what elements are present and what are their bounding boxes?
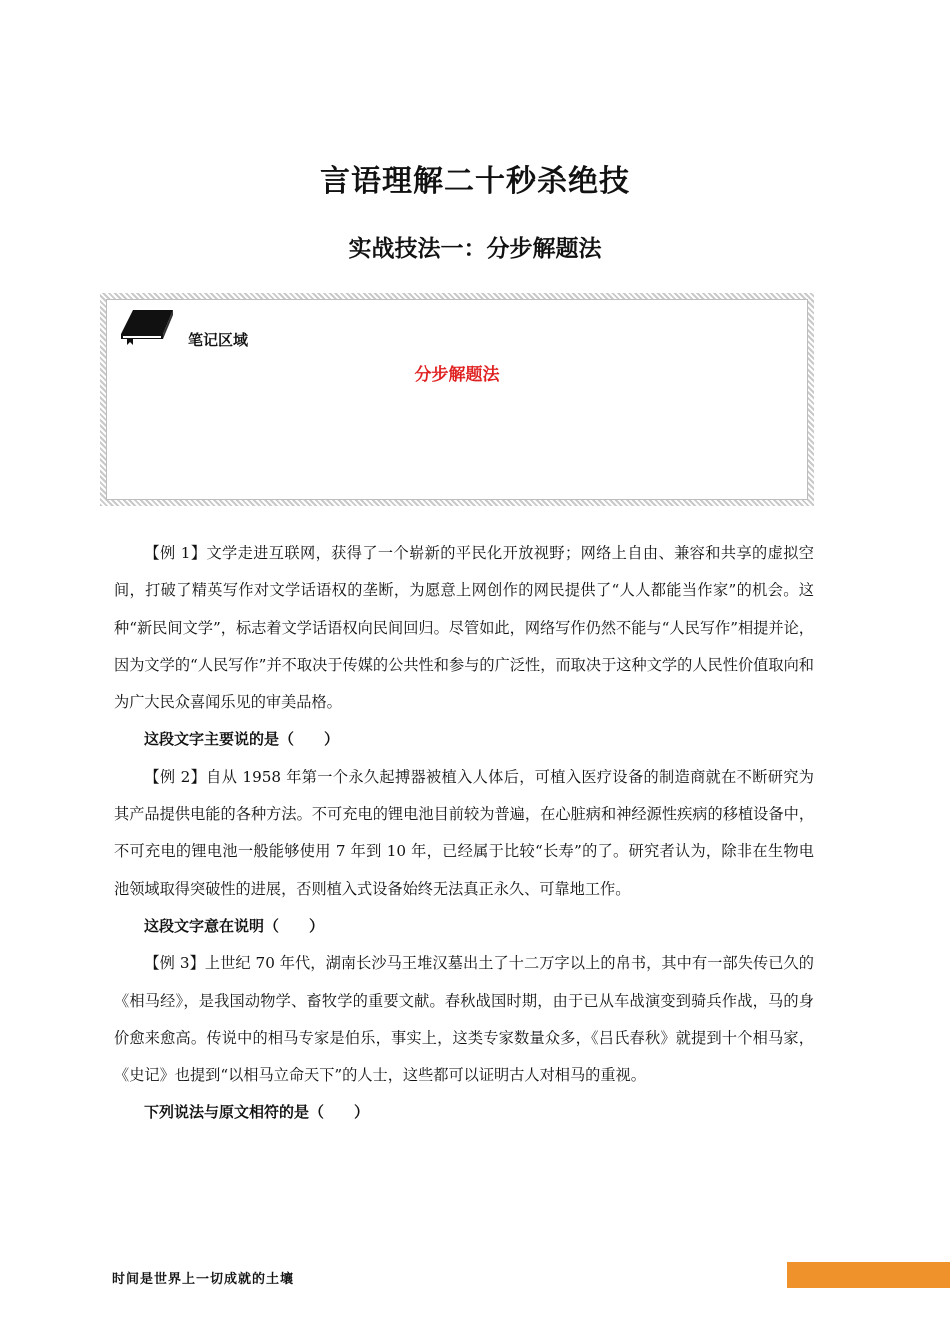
examples-section — [114, 535, 814, 1132]
footer-accent-bar — [787, 1262, 950, 1288]
example-3-text: 【例 3】上世纪 70 年代，湖南长沙马王堆汉墓出土了十二万字以上的帛书，其中有一部失传已久的《相马经》，是我国动物学、畜牧学的重要文献。春秋战国时期，由于已从车战演变到骑兵作战，马的身价愈来愈高。传说中的相马专家是伯乐，事实上，这类专家数量众多，《吕氏春秋》就提到十个相马家，《史记》也提到“以相马立命天下”的人士，这些都可以证明古人对相马的重视。 — [114, 954, 814, 1085]
example-1-text: 【例 1】文学走进互联网，获得了一个崭新的平民化开放视野；网络上自由、兼容和共享的虚拟空间，打破了精英写作对文学话语权的垄断，为愿意上网创作的网民提供了“人人都能当作家”的机会。这种“新民间文学”，标志着文学话语权向民间回归。尽管如此，网络写作仍然不能与“人民写作”相提并论，因为文学的“人民写作”并不取决于传媒的公共性和参与的广泛性，而取决于这种文学的人民性价值取向和为广大民众喜闻乐见的审美品格。 — [114, 544, 814, 712]
book-icon — [117, 306, 175, 346]
example-2-question: 这段文字意在说明（ ） — [144, 916, 325, 935]
example-2-text: 【例 2】自从 1958 年第一个永久起搏器被植入人体后，可植入医疗设备的制造商就在不断研究为其产品提供电能的各种方法。不可充电的锂电池目前较为普遍，在心脏病和神经源性疾病的移植设备中，不可充电的锂电池一般能够使用 7 年到 10 年，已经属于比较“长寿”的了。研究者认为，除非在生物电池领域取得突破性的进展，否则植入式设备始终无法真正永久、可靠地工作。 — [114, 767, 814, 898]
section-subtitle: 实战技法一：分步解题法 — [348, 236, 602, 262]
note-content: 分步解题法 — [414, 365, 500, 385]
page-title: 言语理解二十秒杀绝技 — [320, 164, 630, 199]
example-1-question: 这段文字主要说的是（ ） — [144, 730, 340, 749]
note-area-label: 笔记区域 — [188, 331, 249, 349]
footer-slogan: 时间是世界上一切成就的土壤 — [112, 1272, 295, 1287]
example-3-question: 下列说法与原文相符的是（ ） — [144, 1103, 370, 1122]
note-area — [100, 293, 814, 506]
note-area-inner — [106, 299, 808, 500]
